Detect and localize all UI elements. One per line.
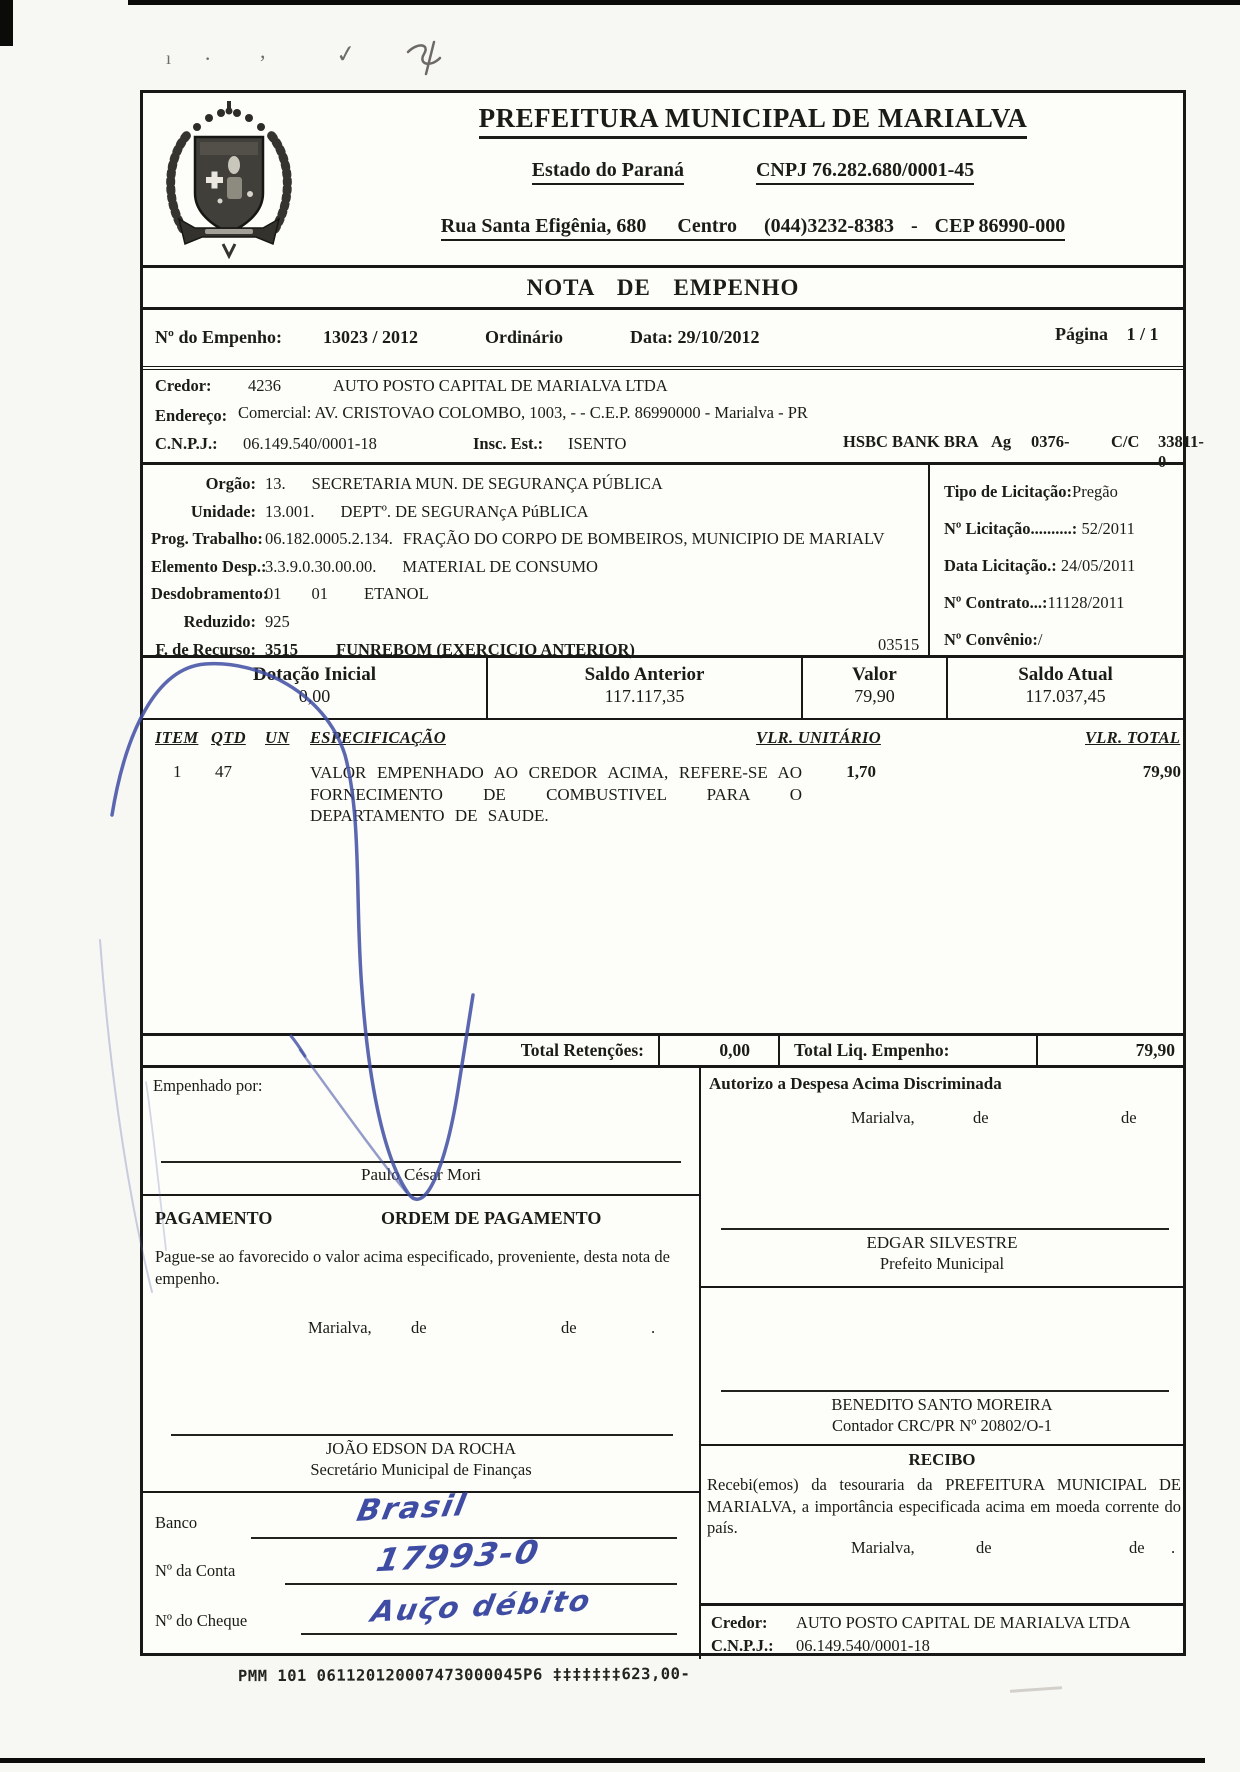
item-qtd: 47 (215, 762, 232, 781)
prog-trabalho-label: Prog. Trabalho: (151, 529, 263, 549)
recibo-title: RECIBO (908, 1450, 976, 1469)
form-header (143, 93, 1183, 265)
recibo-text: Recebi(emos) da tesouraria da PREFEITURA MUNICIPAL DE MARIALVA, a importância especificada acima em moeda corrente do país. (707, 1475, 1181, 1537)
empenhado-signature-line (161, 1161, 681, 1163)
pen-mark: · (204, 46, 212, 71)
num-convenio-value: / (1037, 630, 1043, 649)
state-label: Estado do Paraná (532, 159, 684, 185)
ordem-pagamento-title: ORDEM DE PAGAMENTO (381, 1208, 602, 1228)
page-label: Página (1055, 324, 1109, 344)
city-label: Marialva, (851, 1108, 915, 1127)
cnpj-footer-label: C.N.P.J.: (711, 1636, 774, 1655)
pen-scribble-top (400, 34, 448, 82)
total-liq-empenho-label: Total Liq. Empenho: (794, 1040, 950, 1060)
scan-edge-top (128, 0, 1240, 5)
totais-row (143, 1033, 1183, 1068)
cheque-handwritten-value: Auζo débito (368, 1583, 595, 1629)
pagamento-text: Pague-se ao favorecido o valor acima especificado, proveniente, desta nota de empenho. (155, 1247, 670, 1288)
insc-est-label: Insc. Est.: (473, 434, 544, 453)
credor-block (143, 370, 1204, 471)
district: Centro (677, 215, 737, 237)
num-contrato-label: Nº Contrato...: (944, 593, 1048, 612)
vlr-total-col-header: VLR. TOTAL (1085, 728, 1181, 747)
scan-edge-corner (0, 0, 13, 46)
orcamento-block (143, 465, 1183, 658)
saldo-anterior-cell (486, 658, 801, 718)
desdobramento-code2: 01 (311, 584, 328, 604)
cnpj-footer-value: 06.149.540/0001-18 (796, 1636, 930, 1655)
total-liq-empenho-value: 79,90 (1135, 1040, 1175, 1060)
conta-label: Nº da Conta (155, 1561, 236, 1580)
orgao-row (151, 470, 913, 498)
elemento-desp-code: 3.3.9.0.30.00.00. (265, 556, 377, 576)
machine-stamp-line: PMM 101 061120120007473000045P6 ‡‡‡‡‡‡‡623,00- (237, 1664, 691, 1686)
pen-mark: , (260, 38, 266, 63)
data-licitacao-row (944, 547, 1183, 584)
empenho-number-label: Nº do Empenho: (155, 327, 282, 347)
desdobramento-label: Desdobramento: (151, 584, 269, 604)
valor-header: Valor (852, 664, 897, 685)
item-especificacao: VALOR EMPENHADO AO CREDOR ACIMA, REFERE-SE AO FORNECIMENTO DE COMBUSTIVEL PARA O DEPARTAMENTO DE SAUDE. (310, 763, 802, 825)
page-value: 1 / 1 (1126, 324, 1159, 344)
fonte-recurso-code: 3515 (265, 639, 298, 659)
qtd-col-header: QTD (211, 728, 246, 747)
period-label: . (651, 1318, 656, 1337)
document-title-bar (143, 265, 1183, 310)
prog-trabalho-desc: FRAÇÃO DO CORPO DE BOMBEIROS, MUNICIPIO DE MARIALV (402, 529, 885, 549)
credor-footer-label: Credor: (711, 1613, 768, 1632)
municipality-address (441, 215, 1065, 241)
item-vlr-total: 79,90 (1142, 762, 1181, 781)
item-col-header: ITEM (155, 728, 199, 747)
left-column (143, 1068, 701, 1659)
un-col-header: UN (265, 728, 290, 747)
financas-signature-line (171, 1434, 673, 1436)
num-licitacao-value: 52/2011 (1081, 519, 1135, 538)
data-licitacao-label: Data Licitação.: (944, 556, 1057, 575)
financas-signer-role: Secretário Municipal de Finanças (310, 1460, 532, 1479)
itens-area (143, 720, 1183, 1033)
pagamento-box (143, 1196, 699, 1493)
dotacao-inicial-cell (143, 658, 486, 718)
dotacao-inicial-header: Dotação Inicial (253, 664, 376, 685)
empenhado-box (143, 1068, 699, 1196)
empenho-type: Ordinário (485, 327, 564, 347)
desdobramento-code: 01 (265, 584, 282, 604)
tipo-licitacao-label: Tipo de Licitação: (944, 482, 1073, 501)
fonte-recurso-extra-code: 03515 (878, 635, 920, 654)
orgao-code: 13. (265, 474, 286, 493)
autorizo-title: Autorizo a Despesa Acima Discriminada (709, 1074, 1002, 1093)
de-label: de (1129, 1538, 1145, 1557)
valor-cell (801, 658, 946, 718)
tipo-licitacao-row (944, 473, 1183, 510)
bank-name: HSBC BANK BRA (843, 432, 979, 451)
cep: CEP 86990-000 (934, 215, 1066, 237)
banco-box (143, 1488, 699, 1659)
phone: (044)3232-8383 (764, 215, 894, 237)
prefeito-signer-name: EDGAR SILVESTRE (866, 1233, 1018, 1252)
num-convenio-row (944, 621, 1183, 658)
banco-label: Banco (155, 1513, 198, 1532)
unidade-desc: DEPTº. DE SEGURANçA PúBLICA (340, 501, 589, 521)
period-label: . (1171, 1538, 1176, 1557)
de-label: de (561, 1318, 577, 1337)
conta-fill-line (285, 1583, 677, 1585)
scan-smudge (1010, 1686, 1062, 1693)
dash: - (910, 215, 918, 237)
bank-account: 33811-0 (1158, 432, 1204, 471)
elemento-desp-label: Elemento Desp.: (151, 556, 267, 576)
nota-de-empenho-form (140, 90, 1204, 1656)
empenhado-por-label: Empenhado por: (153, 1076, 263, 1095)
total-retencoes-label: Total Retenções: (520, 1040, 644, 1060)
tipo-licitacao-value: Pregão (1072, 482, 1118, 501)
especificacao-col-header: ESPECIFICAÇÃO (310, 728, 446, 747)
contador-signature-line (721, 1390, 1169, 1392)
credor-footer-box (701, 1603, 1183, 1659)
endereco-value: Comercial: AV. CRISTOVAO COLOMBO, 1003, - - C.E.P. 86990000 - Marialva - PR (238, 403, 808, 422)
saldo-atual-value: 117.037,45 (1025, 686, 1106, 706)
retencoes-value-cell (658, 1036, 778, 1065)
saldo-atual-cell (946, 658, 1183, 718)
credor-code: 4236 (248, 376, 281, 395)
credor-name: AUTO POSTO CAPITAL DE MARIALVA LTDA (333, 376, 668, 395)
desdobramento-row (151, 580, 913, 608)
saldo-atual-header: Saldo Atual (1018, 664, 1113, 685)
municipality-cnpj: CNPJ 76.282.680/0001-45 (756, 159, 974, 185)
scan-edge-bottom (0, 1758, 1205, 1763)
page-indicator (1055, 324, 1159, 345)
reduzido-code: 925 (265, 611, 290, 631)
fonte-recurso-desc: FUNREBOM (EXERCICIO ANTERIOR) (336, 639, 635, 659)
autorizo-box (701, 1068, 1183, 1288)
bank-agency: 0376- (1031, 432, 1070, 451)
unidade-row (151, 498, 913, 526)
orgao-desc: SECRETARIA MUN. DE SEGURANÇA PÚBLICA (311, 474, 663, 493)
street: Rua Santa Efigênia, 680 (440, 215, 647, 237)
liq-label-cell (778, 1036, 1036, 1065)
valor-value: 79,90 (854, 686, 895, 706)
de-label: de (411, 1318, 427, 1337)
prog-trabalho-row (151, 525, 913, 553)
bank-agency-label: Ag (991, 432, 1012, 451)
cheque-label: Nº do Cheque (155, 1611, 248, 1630)
total-retencoes-value: 0,00 (719, 1040, 750, 1060)
credor-footer-name: AUTO POSTO CAPITAL DE MARIALVA LTDA (796, 1613, 1131, 1632)
saldo-anterior-value: 117.117,35 (604, 686, 685, 706)
orgao-label: Orgão: (205, 474, 256, 493)
num-convenio-label: Nº Convênio: (944, 630, 1038, 649)
dotacao-inicial-value: 0,00 (298, 686, 331, 706)
contador-box (701, 1288, 1183, 1446)
item-number: 1 (173, 762, 182, 781)
cnpj-label: C.N.P.J.: (155, 434, 218, 453)
liq-value-cell (1036, 1036, 1183, 1065)
num-contrato-row (944, 584, 1183, 621)
prefeito-signer-role: Prefeito Municipal (879, 1254, 1005, 1273)
de-label: de (976, 1538, 992, 1557)
bank-account-label: C/C (1111, 432, 1140, 451)
unidade-label: Unidade: (190, 501, 256, 521)
elemento-desp-desc: MATERIAL DE CONSUMO (402, 556, 598, 576)
cnpj-value: 06.149.540/0001-18 (243, 434, 377, 453)
retencoes-label-cell (143, 1040, 658, 1061)
insc-est-value: ISENTO (568, 434, 627, 453)
item-vlr-unitario: 1,70 (846, 762, 876, 781)
de-label: de (1121, 1108, 1137, 1127)
empenhado-signer-name: Paulo César Mori (361, 1165, 481, 1184)
num-licitacao-label: Nº Licitação..........: (944, 519, 1078, 538)
right-column (701, 1068, 1183, 1659)
unidade-code: 13.001. (265, 501, 315, 521)
contador-signer-name: BENEDITO SANTO MOREIRA (831, 1395, 1053, 1414)
banco-handwritten-value: Brasil (353, 1488, 471, 1529)
num-contrato-value: 11128/2011 (1047, 593, 1125, 612)
fonte-recurso-label: F. de Recurso: (155, 639, 256, 659)
municipality-title: PREFEITURA MUNICIPAL DE MARIALVA (479, 103, 1028, 139)
cheque-fill-line (301, 1633, 677, 1635)
prog-trabalho-code: 06.182.0005.2.134. (265, 529, 393, 549)
saldo-anterior-header: Saldo Anterior (584, 664, 705, 685)
saldos-table (143, 658, 1183, 720)
signatures-area (143, 1068, 1183, 1659)
empenho-row (143, 310, 1183, 370)
reduzido-label: Reduzido: (183, 611, 256, 631)
prefeito-signature-line (721, 1228, 1169, 1230)
empenho-number: 13023 / 2012 (323, 327, 419, 347)
num-licitacao-row (944, 510, 1183, 547)
data-licitacao-value: 24/05/2011 (1060, 556, 1136, 575)
licitacao-box (928, 465, 1183, 658)
document-title: NOTA DE EMPENHO (526, 274, 800, 300)
conta-handwritten-value: 17993-0 (373, 1532, 544, 1580)
elemento-desp-row (151, 553, 913, 581)
reduzido-row (151, 608, 913, 636)
contador-signer-role: Contador CRC/PR Nº 20802/O-1 (831, 1416, 1053, 1435)
desdobramento-desc: ETANOL (364, 584, 429, 604)
pen-mark: ✓ (334, 40, 358, 70)
city-label: Marialva, (851, 1538, 915, 1557)
de-label: de (973, 1108, 989, 1127)
recibo-box (701, 1446, 1183, 1603)
pagamento-title: PAGAMENTO (155, 1208, 273, 1228)
financas-signer-name: JOÃO EDSON DA ROCHA (325, 1439, 517, 1458)
marialva-coat-of-arms-logo (153, 101, 305, 259)
endereco-label: Endereço: (155, 406, 228, 425)
vlr-unitario-col-header: VLR. UNITÁRIO (756, 728, 881, 747)
city-label: Marialva, (308, 1318, 372, 1337)
credor-label: Credor: (155, 376, 212, 395)
empenho-date: Data: 29/10/2012 (630, 327, 760, 347)
pen-mark: ı (166, 48, 172, 68)
